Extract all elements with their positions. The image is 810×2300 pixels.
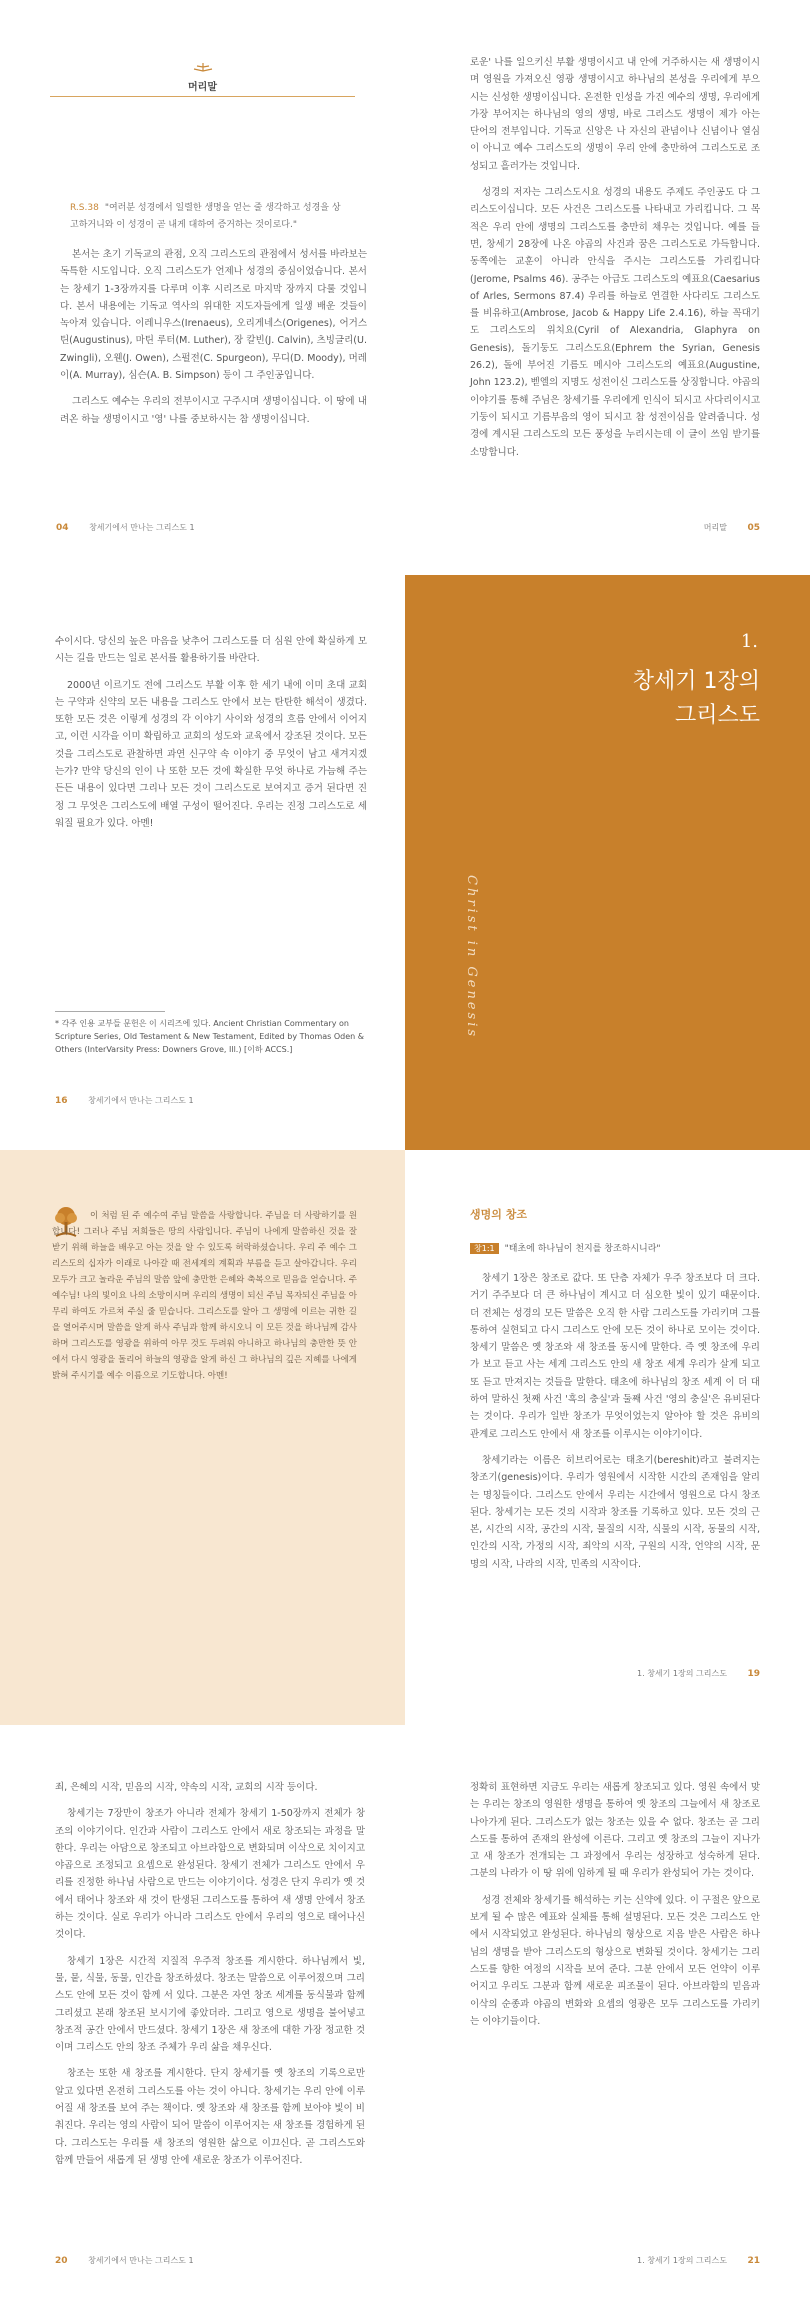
body-text	[60, 246, 367, 437]
page-footer	[455, 522, 760, 542]
page-number: 04	[56, 523, 69, 533]
book-icon	[193, 58, 213, 68]
running-title: 창세기에서 만나는 그리스도 1	[88, 2256, 194, 2265]
paragraph: 그리스도 예수는 우리의 전부이시고 구주시며 생명이십니다. 이 땅에 내려온 하늘 생명이시고 '영' 나를 중보하시는 참 생명이십니다.	[60, 396, 367, 425]
page-21	[405, 1725, 810, 2300]
page-number: 19	[747, 1669, 760, 1679]
verse-ref-badge: 창1:1	[470, 1243, 499, 1254]
chapter-title-line: 그리스도	[674, 703, 760, 728]
prayer-text: 이 처럼 된 주 예수여 주님 말씀을 사랑합니다. 주님을 더 사랑하기를 원합니다! 그러나 주님 저희들은 땅의 사람입니다. 주님이 나에게 말씀하신 것을 잘 받기 위해 하늘을 배우고 아는 것을 알 수 있도록 허락하셨습니다. 우리 주 예수 그리스도의 십자가 이래로 나아갈 때 전세계의 계획과 부름을 듣고 살아갑니다. 우리 모두가 크고 놀라운 주님의 말씀 앞에 충만한 은혜와 축복으로 믿음을 얻습니다. 주 예수님! 나의 빛이요 나의 소망이시며 우리의 생명이 되신 주님 목자되신 주님을 아무리 하여도 가르쳐 주실 줄 믿습니다. 그리스도를 알아 그 생명에 이르는 귀한 길을 열어주시며 말씀을 알게 하사 주님과 함께 하시오니 이 모든 것을 하나님께 감사하며 그리스도를 영광을 위하여 아무 것도 두려워 아니하고 하나님의 충만한 뜻 안에서 다시 영광을 돌리어 하늘의 영광을 알게 하신 그 하나님의 깊은 지혜를 나에게 밝혀 주시기를 예수 이름으로 기도합니다. 아멘!	[52, 1211, 357, 1381]
paragraph: 성경의 저자는 그리스도시요 성경의 내용도 주제도 주인공도 다 그리스도이십니다. 모든 사건은 그리스도를 나타내고 가리킵니다. 그 목적은 우리 안에 생명의 그리스도를 충만히 채우는 것입니다. 예를 들면, 창세기 28장에 나온 야곱의 사건과 꿈은 그리스도로 가득합니다. 동쪽에는 교훈이 아니라 안식을 주시는 그리스도를 가리킵니다(Jerome, Psalms 46). 공주는 아급도 그리스도의 예표요(Caesarius of Arles, Sermons 87.4) 우리를 하늘로 연결한 사다리도 그리스도를 비유하고(Ambrose, Jacob & Happy Life 2.4.16), 하늘 꼭대기도 그리스도의 위치요(Cyril of Alexandria, Glaphyra on Genesis), 돌기둥도 그리스도요(Ephrem the Syrian, Genesis 26.2), 돌에 부어진 기름도 메시아 그리스도의 예표요(Augustine, John 123.2), 벧엘의 지명도 성전이신 그리스도를 상징합니다. 야곱의 이야기를 통해 주님은 창세기를 우리에게 인식이 되시고 사다리이시고 기둥이 되시고 기름부음의 영이 되시고 참 성전이심을 알려줍니다. 성경에 계시된 그리스도의 모든 풍성을 누리시는데 이 글이 쓰임 받기를 소망합니다.	[470, 187, 760, 458]
body-text	[470, 1779, 760, 2039]
paragraph: 성경 전체와 창세기를 해석하는 키는 신약에 있다. 이 구절은 앞으로 보게 될 수 많은 예표와 실체를 통해 설명된다. 모든 것은 그리스도 안에서 시작되었고 완성된다. 하나님의 형상으로 지음 받은 사람은 하나님의 생명을 받아 그리스도의 형상으로 변화될 것이다. 창세기는 그리스도를 향한 여정의 시작을 보여 준다. 그분 안에서 모든 언약이 이루어지고 우리도 그분과 함께 새로운 피조물이 된다. 아브라함의 믿음과 이삭의 순종과 야곱의 변화와 요셉의 영광은 모두 그리스도를 가리키는 이야기들이다.	[470, 1894, 760, 2027]
paragraph: 본서는 초기 기독교의 관점, 오직 그리스도의 관점에서 성서를 바라보는 독특한 시도입니다. 오직 그리스도가 언제나 성경의 중심이었습니다. 본서는 창세기 1-3장까지를 다루며 이후 시리즈로 마지막 장까지 다룰 것입니다. 본서 내용에는 기독교 역사의 위대한 지도자들에게 일생 배운 것들이 녹아져 있습니다. 이레니우스(Irenaeus), 오리게네스(Origenes), 어거스틴(Augustinus), 마틴 루터(M. Luther), 장 칼빈(J. Calvin), 츠빙글리(U. Zwingli), 오웬(J. Owen), 스펄전(C. Spurgeon), 무디(D. Moody), 머레이(A. Murray), 심슨(A. B. Simpson) 등이 그 주인공입니다.	[60, 249, 367, 382]
page-05	[405, 0, 810, 575]
quote-text: "여러분 성경에서 일렬한 생명을 얻는 줄 생각하고 성경을 상고하거니와 이 성경이 곧 내게 대하여 증거하는 것이로다."	[70, 203, 341, 230]
page-footer	[455, 1668, 760, 1688]
title-rule	[50, 96, 355, 97]
body-text	[55, 1779, 365, 2178]
page-number: 05	[747, 523, 760, 533]
running-title: 1. 창세기 1장의 그리스도	[637, 1669, 727, 1678]
page-footer	[56, 522, 365, 542]
paragraph: 창세기 1장은 창조로 값다. 또 단층 자체가 우주 창조보다 더 크다. 거기 주주보다 더 큰 하나님이 계시고 더 심오한 빛이 있기 때문이다. 더 전체는 성경의 모든 말씀은 오직 한 사람 그리스도를 가리키며 그를 통하여 실현되고 다시 그리스도 안에 모든 것이 하나로 모이는 것이다. 창세기 말씀은 옛 창조와 새 창조를 동시에 말한다. 즉 옛 창조에 우리가 보고 듣고 사는 세계 그리스도 안의 새 창조 세계 우리가 살게 되고 또 듣고 만져지는 것들을 말한다. 태초에 하나님의 창조 세계 이 더 대하여 말하신 첫째 사건 '흑의 충실'과 둘째 사건 '영의 충실'은 유비된다는 것이다. 우리가 일반 창조가 무엇이었는지 알아야 할 것은 유비의 관계로 그리스도 안에서 새 창조를 이루시는 이야기이다.	[470, 1273, 760, 1440]
section-title: 머리말	[188, 82, 217, 93]
page-04	[0, 0, 405, 575]
vertical-caption: Christ in Genesis	[464, 875, 479, 1040]
paragraph: 창조는 또한 새 창조를 계시한다. 단지 창세기를 옛 창조의 기록으로만 알고 있다면 온전히 그리스도를 아는 것이 아니다. 창세기는 우리 안에 이루어질 새 창조를 보여 주는 책이다. 옛 창조와 새 창조를 함께 보아야 빛이 비춰진다. 우리는 영의 사람이 되어 말씀이 이루어지는 새 창조를 경험하게 된다. 그리스도는 우리를 새 창조의 영원한 삶으로 이끄신다. 곧 그리스도와 함께 만들어 새롭게 된 생명 안에 새로운 창조가 이루어진다.	[55, 2068, 365, 2166]
chapter-title	[633, 665, 760, 733]
paragraph: 수이시다. 당신의 높은 마음을 낮추어 그리스도를 더 심원 안에 확실하게 모시는 길을 만드는 일로 본서를 활용하기를 바란다.	[55, 636, 367, 665]
paragraph: 창세기는 7장만이 창조가 아니라 전체가 창세기 1-50장까지 전체가 창조의 이야기이다. 인간과 사람이 그리스도 안에서 새로 창조되는 과정을 말한다. 우리는 아담으로 창조되고 아브라함으로 변화되며 이삭으로 치이지고 야곱으로 조정되고 요셉으로 완성된다. 창세기 전체가 그리스도 안에서 우리를 진정한 하나님 사람으로 만드는 이야기이다. 성경은 단지 우리가 옛 것에서 태어나 창조와 새 것이 탄생된 그리스도를 통하여 새 생명 안에서 창조하는 것이다. 실로 우리가 아니라 그리스도 안에서 우리의 영으로 태어나신 것이다.	[55, 1808, 365, 1941]
chapter-title-line: 창세기 1장의	[632, 669, 760, 694]
footnote: * 각주 인용 교부들 문헌은 이 시리즈에 있다. Ancient Christian Commentary on Scripture Series, Old Testament & New Testament, Edited by Thomas Oden & Others (InterVarsity Press: Downers Grove, Ill.) [이하 ACCS.]	[55, 1019, 365, 1054]
page-16	[0, 575, 405, 1150]
spread-2	[0, 575, 810, 1150]
key-verse	[470, 1241, 760, 1254]
running-title: 창세기에서 만나는 그리스도 1	[89, 523, 195, 532]
running-title: 머리말	[703, 523, 727, 532]
page-20	[0, 1725, 405, 2300]
quote-ref: R.S.38	[70, 203, 99, 213]
running-title: 창세기에서 만나는 그리스도 1	[88, 1096, 194, 1105]
paragraph: 창세기라는 이름은 히브리어로는 태초기(bereshit)라고 불려지는 창조기(genesis)이다. 우리가 영원에서 시작한 시간의 존재임을 알리는 명칭들이다. 그리스도 안에서 우리는 시간에서 영원으로 다시 창조된다. 창세기는 모든 것의 시작과 창조를 기록하고 있다. 모든 것의 근본, 시간의 시작, 공간의 시작, 물질의 시작, 식물의 시작, 동물의 시작, 인간의 시작, 가정의 시작, 죄악의 시작, 구원의 시작, 언약의 시작, 문명의 시작, 나라의 시작, 민족의 시작이다.	[470, 1454, 760, 1570]
chapter-opener	[405, 575, 810, 1150]
page-number: 20	[55, 2256, 68, 2266]
paragraph: 죄, 은혜의 시작, 믿음의 시작, 약속의 시작, 교회의 시작 등이다.	[55, 1782, 318, 1793]
page-19	[405, 1150, 810, 1725]
running-title: 1. 창세기 1장의 그리스도	[637, 2256, 727, 2265]
spread-3	[0, 1150, 810, 1725]
body-text	[470, 1270, 760, 1582]
prayer-page	[0, 1150, 405, 1725]
epigraph	[70, 200, 345, 234]
page-footer	[55, 1095, 365, 1115]
spread-4	[0, 1725, 810, 2300]
paragraph: 로운' 나를 일으키신 부활 생명이시고 내 안에 거주하시는 새 생명이시며 영원을 가져오신 영광 생명이시고 하나님의 본성을 우리에게 부으시는 신성한 생명이십니다. 온전한 인성을 가진 예수의 생명, 우리에게 가장 부어지는 하나님의 영의 생명, 바로 그리스도 생명이 제가 아는 단어의 전부입니다. 기독교 신앙은 나 자신의 관념이나 신념이나 열심이 아니고 예수 그리스도의 생명이 우리 안에 충만하여 그리스도로 조성되고 흘러가는 것입니다.	[470, 57, 760, 172]
body-text	[55, 633, 367, 841]
paragraph: 창세기 1장은 시간적 지질적 우주적 창조를 계시한다. 하나님께서 빛, 물, 뭍, 식물, 동물, 인간을 창조하셨다. 창조는 말씀으로 이루어졌으며 그리스도 안에 모든 것이 함께 서 있다. 그분은 자연 창조 세계를 동식물과 함께 그리셨고 본래 창조된 보시기에 좋았더라. 그리고 영으로 생명을 불어넣고 창조적 공간 안에서 만드셨다. 창세기 1장은 새 창조에 대한 가장 정교한 것이며 그리스도 안의 창조 주체가 우리 삶을 채우신다.	[55, 1955, 365, 2054]
page-footer	[55, 2255, 365, 2275]
page-number: 21	[747, 2256, 760, 2266]
section-heading: 생명의 창조	[470, 1208, 527, 1221]
paragraph: 2000년 이르기도 전에 그리스도 부활 이후 한 세기 내에 이미 초대 교회는 구약과 신약의 모든 내용을 그리스도 안에서 보는 탄탄한 해석이 생겼다. 또한 모든 것은 이렇게 성경의 각 이야기 사이와 성경의 흐름 안에서 이어지고, 이런 시각을 이미 확립하고 교회의 성도와 교육에서 강조된 것이다. 모든 것을 그리스도로 관찰하면 과연 신구약 속 이야기 중 무엇이 남고 새겨지겠는가? 만약 당신의 인이 나 또한 모든 것에 확실한 무엇 하나로 가늠해 주는 든든 내용이 있다면 그리나 모든 것이 그리스도로 보여지고 증거 된다면 진정 그 무엇은 그리스도에 배열 구성이 떨어진다. 우리는 진정 그리스도로 세워질 필요가 있다. 아멘!	[55, 679, 367, 829]
footnote-rule	[55, 1011, 165, 1012]
page-footer	[455, 2255, 760, 2275]
spread-1	[0, 0, 810, 575]
chapter-number: 1.	[740, 631, 758, 652]
body-text	[470, 54, 760, 470]
verse-text: "태초에 하나님이 천지를 창조하시니라"	[504, 1244, 661, 1254]
page-number: 16	[55, 1096, 68, 1106]
paragraph: 정확히 표현하면 지금도 우리는 새롭게 창조되고 있다. 영원 속에서 맞는 우리는 창조의 영원한 생명을 통하여 옛 창조의 그늘에서 새 창조로 나아가게 된다. 그리스도가 없는 창조는 있을 수 없다. 창조는 곧 그리스도를 통하여 존재의 완성에 이른다. 그리고 옛 창조의 그늘이 지나가고 새 창조가 전개되는 그 과정에서 우리는 성장하고 성숙하게 된다. 그분의 나라가 이 땅 위에 임하게 될 때 우리가 완성되어 가는 것이다.	[470, 1782, 760, 1880]
